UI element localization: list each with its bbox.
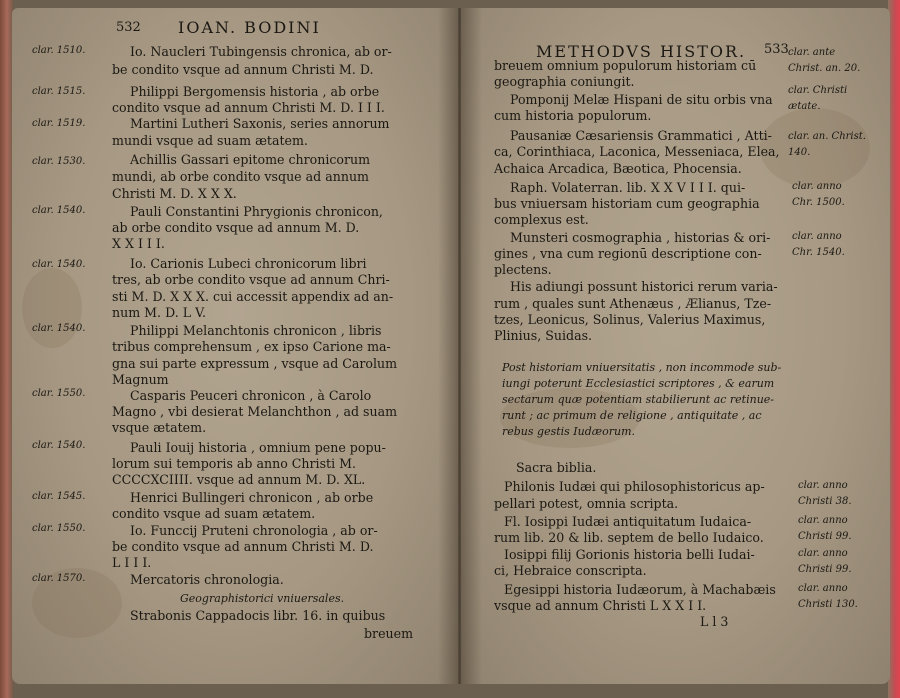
text-line: tres, ab orbe condito vsque ad annum Chri- (112, 272, 390, 287)
margin-note: Christi 130. (798, 599, 858, 610)
margin-note: 140. (788, 147, 811, 158)
text-line: be condito vsque ad annum Christi M. D. (112, 62, 374, 77)
text-line: breuem omnium populorum historiam cū (494, 58, 757, 73)
text-line: gines , vna cum regionū descriptione con- (494, 246, 762, 261)
text-line: Plinius, Suidas. (494, 328, 593, 343)
text-line: Io. Naucleri Tubingensis chronica, ab or- (130, 44, 392, 59)
margin-note: clar. an. Christ. (788, 131, 866, 142)
margin-note: clar. 1550. (32, 523, 86, 534)
italic-line: Post historiam vniuersitatis , non incommode sub- (502, 361, 782, 374)
margin-note: clar. anno (792, 231, 842, 242)
text-line: rum , quales sunt Athenæus , Ælianus, Tze- (494, 296, 772, 311)
text-line: Strabonis Cappadocis libr. 16. in quibus (130, 608, 386, 623)
margin-note: clar. Christi (788, 85, 848, 96)
text-line: ci, Hebraice conscripta. (494, 563, 647, 578)
italic-line: rebus gestis Iudæorum. (502, 425, 636, 438)
signature-mark: L l 3 (700, 614, 729, 629)
text-line: geographia coniungit. (494, 74, 635, 89)
text-line: sti M. D. X X X. cui accessit appendix ad an- (112, 289, 394, 304)
text-line: Io. Funccij Pruteni chronologia , ab or- (130, 523, 378, 538)
margin-note: Christi 99. (798, 564, 852, 575)
margin-note: clar. 1540. (32, 323, 86, 334)
text-line: Casparis Peuceri chronicon , à Carolo (130, 388, 372, 403)
text-line: gna sui parte expressum , vsque ad Carolum (112, 356, 398, 371)
right-page (460, 8, 890, 684)
text-line: cum historia populorum. (494, 108, 652, 123)
margin-note: clar. 1540. (32, 440, 86, 451)
text-line: Achaica Arcadica, Bæotica, Phocensia. (494, 161, 742, 176)
text-line: Magno , vbi desierat Melanchthon , ad suam (112, 404, 398, 419)
text-line: L I I I. (112, 555, 152, 570)
left-page (12, 8, 458, 684)
text-line: vsque ad annum Christi L X X I I. (494, 598, 707, 613)
text-line: tzes, Leonicus, Solinus, Valerius Maximus, (494, 312, 766, 327)
text-line: plectens. (494, 262, 552, 277)
text-line: complexus est. (494, 212, 589, 227)
text-line: Fl. Iosippi Iudæi antiquitatum Iudaica- (504, 514, 752, 529)
italic-line: sectarum quæ potentiam stabilierunt ac retinue- (502, 393, 775, 406)
text-line: Philippi Bergomensis historia , ab orbe (130, 84, 380, 99)
margin-note: clar. anno (798, 515, 848, 526)
text-line: mundi, ab orbe condito vsque ad annum (112, 169, 369, 184)
page-number: 532 (116, 20, 141, 35)
margin-note: clar. 1515. (32, 86, 86, 97)
text-line: Io. Carionis Lubeci chronicorum libri (130, 256, 367, 271)
text-line: vsque ætatem. (112, 420, 207, 435)
text-line: CCCCXCIIII. vsque ad annum M. D. XL. (112, 472, 366, 487)
text-line: lorum sui temporis ab anno Christi M. (112, 456, 357, 471)
page-number: 533 (764, 42, 789, 57)
margin-note: clar. 1530. (32, 156, 86, 167)
text-line: Sacra biblia. (516, 460, 597, 475)
margin-note: clar. anno (798, 548, 848, 559)
text-line: condito vsque ad suam ætatem. (112, 506, 316, 521)
margin-note: clar. 1510. (32, 45, 86, 56)
text-line: Munsteri cosmographia , historias & ori- (510, 230, 771, 245)
section-heading: Geographistorici vniuersales. (180, 592, 345, 605)
text-line: rum lib. 20 & lib. septem de bello Iudaico. (494, 530, 764, 545)
margin-note: Chr. 1540. (792, 247, 845, 258)
text-line: ab orbe condito vsque ad annum M. D. (112, 220, 360, 235)
text-line: His adiungi possunt historici rerum varia- (510, 279, 778, 294)
text-line: ca, Corinthiaca, Laconica, Messeniaca, Elea, (494, 144, 780, 159)
text-line: bus vniuersam historiam cum geographia (494, 196, 760, 211)
text-line: tribus comprehensum , ex ipso Carione ma- (112, 339, 391, 354)
italic-line: iungi poterunt Ecclesiastici scriptores , & earum (502, 377, 775, 390)
text-line: be condito vsque ad annum Christi M. D. (112, 539, 374, 554)
margin-note: Christi 38. (798, 496, 852, 507)
margin-note: clar. 1540. (32, 259, 86, 270)
margin-note: clar. anno (798, 583, 848, 594)
text-line: condito vsque ad annum Christi M. D. I I I. (112, 100, 385, 115)
margin-note: clar. ante (788, 47, 836, 58)
paper-stain (22, 268, 82, 348)
running-head: IOAN. BODINI (178, 18, 321, 37)
margin-note: clar. anno (792, 181, 842, 192)
text-line: Achillis Gassari epitome chronicorum (130, 152, 371, 167)
margin-note: Chr. 1500. (792, 197, 845, 208)
text-line: Martini Lutheri Saxonis, series annorum (130, 116, 390, 131)
text-line: Raph. Volaterran. lib. X X V I I I. qui- (510, 180, 746, 195)
catchword: breuem (364, 626, 414, 641)
margin-note: clar. 1540. (32, 205, 86, 216)
margin-note: clar. 1545. (32, 491, 86, 502)
text-line: Philippi Melanchtonis chronicon , libris (130, 323, 382, 338)
margin-note: clar. 1570. (32, 573, 86, 584)
text-line: pellari potest, omnia scripta. (494, 496, 679, 511)
text-line: Henrici Bullingeri chronicon , ab orbe (130, 490, 374, 505)
margin-note: ætate. (788, 101, 821, 112)
text-line: Pauli Constantini Phrygionis chronicon, (130, 204, 383, 219)
margin-note: Christ. an. 20. (788, 63, 861, 74)
text-line: Egesippi historia Iudæorum, à Machabæis (504, 582, 776, 597)
text-line: num M. D. L V. (112, 305, 206, 320)
text-line: Mercatoris chronologia. (130, 572, 284, 587)
text-line: Pomponij Melæ Hispani de situ orbis vna (510, 92, 773, 107)
margin-note: clar. 1550. (32, 388, 86, 399)
text-line: Pausaniæ Cæsariensis Grammatici , Atti- (510, 128, 772, 143)
running-head: METHODVS HISTOR. (536, 42, 747, 61)
italic-line: runt ; ac primum de religione , antiquitate , ac (502, 409, 762, 422)
margin-note: Christi 99. (798, 531, 852, 542)
text-line: mundi vsque ad suam ætatem. (112, 133, 308, 148)
text-line: Iosippi filij Gorionis historia belli Iudai- (504, 547, 755, 562)
text-line: Magnum (112, 372, 169, 387)
margin-note: clar. 1519. (32, 118, 86, 129)
text-line: X X I I I. (112, 236, 165, 251)
book-gutter (438, 8, 482, 684)
text-line: Christi M. D. X X X. (112, 186, 237, 201)
margin-note: clar. anno (798, 480, 848, 491)
text-line: Philonis Iudæi qui philosophistoricus ap- (504, 479, 765, 494)
text-line: Pauli Iouij historia , omnium pene popu- (130, 440, 386, 455)
